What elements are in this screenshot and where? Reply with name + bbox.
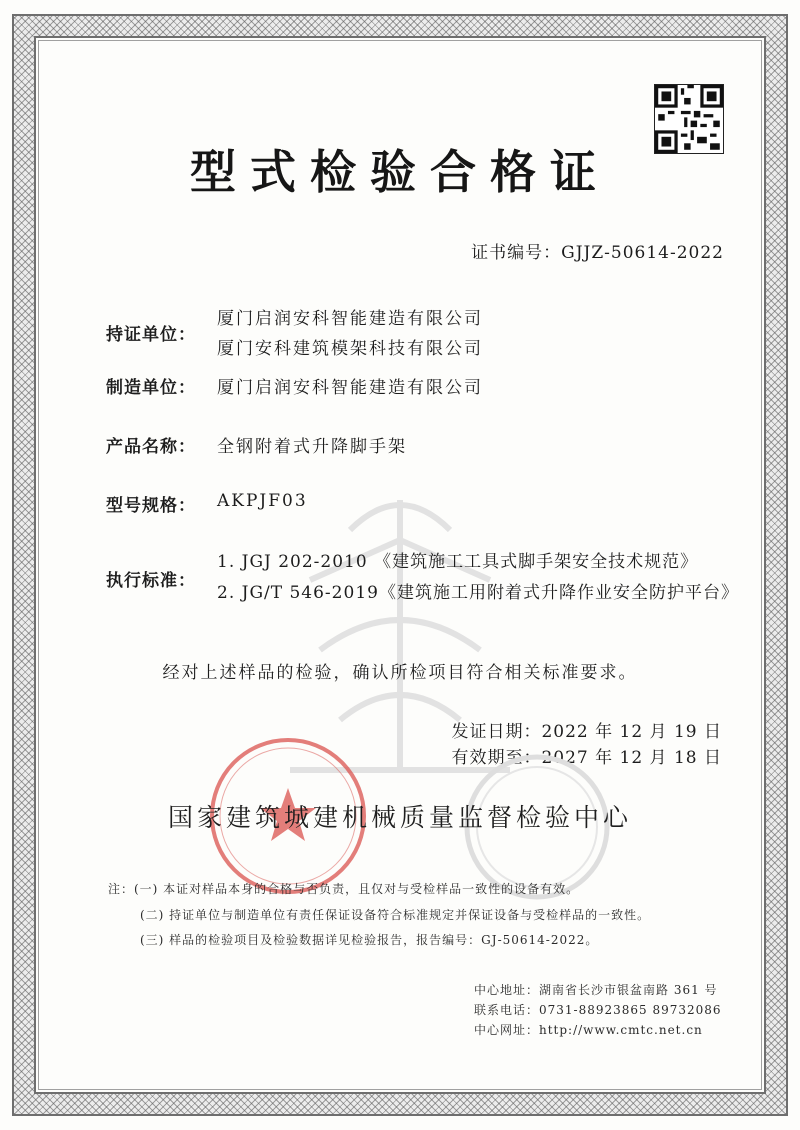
note-1: 注：(一) 本证对样品本身的合格与否负责，且仅对与受检样品一致性的设备有效。 [108, 882, 580, 896]
contact-phone: 联系电话：0731-88923865 89732086 [474, 1003, 722, 1017]
product-label: 产品名称： [106, 437, 196, 457]
certificate-title: 型式检验合格证 [190, 145, 610, 199]
model-label: 型号规格： [106, 496, 196, 516]
note-2: (二) 持证单位与制造单位有责任保证设备符合标准规定并保证设备与受检样品的一致性。 [140, 908, 651, 922]
holder-label: 持证单位： [106, 325, 196, 345]
holder-value-1: 厦门启润安科智能建造有限公司 [217, 309, 483, 329]
contact-address: 中心地址：湖南省长沙市银盆南路 361 号 [474, 983, 718, 997]
manufacturer-label: 制造单位： [106, 378, 196, 398]
conformity-statement: 经对上述样品的检验，确认所检项目符合相关标准要求。 [162, 663, 638, 683]
model-value: AKPJF03 [217, 491, 308, 511]
standards-label: 执行标准： [106, 571, 196, 591]
contact-website[interactable]: 中心网址：http://www.cmtc.net.cn [474, 1023, 703, 1037]
valid-until-date: 有效期至：2027 年 12 月 18 日 [451, 748, 722, 768]
issuing-authority: 国家建筑城建机械质量监督检验中心 [167, 803, 632, 832]
manufacturer-value: 厦门启润安科智能建造有限公司 [217, 378, 483, 398]
holder-value-2: 厦门安科建筑模架科技有限公司 [217, 339, 483, 359]
note-3: (三) 样品的检验项目及检验数据详见检验报告，报告编号：GJ-50614-2022。 [140, 933, 599, 947]
certificate-number: 证书编号：GJJZ-50614-2022 [471, 243, 724, 263]
standard-item-1: 1. JGJ 202-2010 《建筑施工工具式脚手架安全技术规范》 [217, 552, 699, 572]
issue-date: 发证日期：2022 年 12 月 19 日 [451, 722, 722, 742]
standard-item-2: 2. JG/T 546-2019《建筑施工用附着式升降作业安全防护平台》 [217, 583, 739, 603]
product-value: 全钢附着式升降脚手架 [217, 437, 407, 457]
